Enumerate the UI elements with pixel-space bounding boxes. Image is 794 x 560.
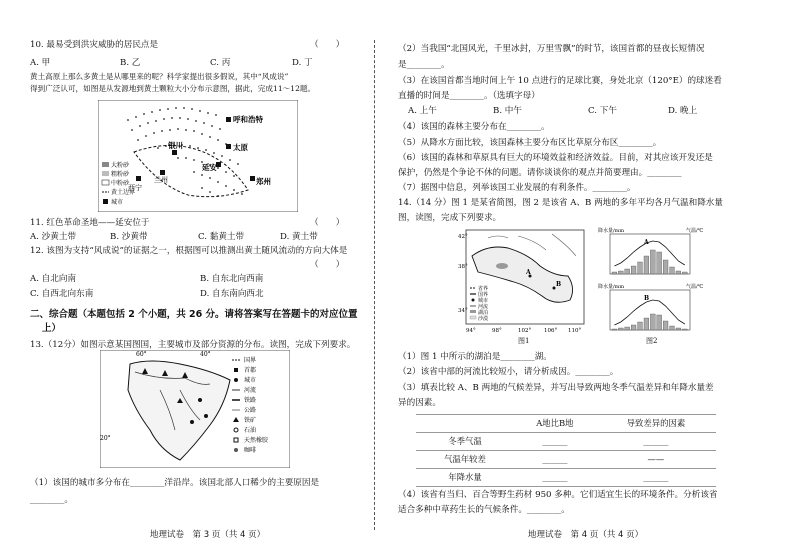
legend-capital: 首都 (244, 367, 257, 374)
q14-stem-cont: 图，读图，完成下列要求。 (398, 213, 502, 223)
city-label-zhengzhou: 郑州 (256, 177, 271, 186)
q11-stem: 11. 红色革命圣地——延安位于 (30, 218, 150, 228)
precip-bar (612, 272, 617, 274)
city-label-yinchuan: 银川 (168, 141, 183, 150)
q10-option-a: A. 甲 (30, 58, 51, 68)
q10-option-b: B. 乙 (120, 58, 141, 68)
q13-3-option-a: A. 上午 (408, 106, 437, 116)
precip-bar (618, 271, 623, 274)
legend-medium-silt: 中粉砂 (111, 180, 130, 187)
legend-city: 城市 (244, 377, 257, 384)
legend-coarse-silt-large: 大粉砂 (111, 162, 130, 169)
precip-bar (618, 328, 623, 330)
precip-bar (625, 327, 630, 330)
q13-sub7: （7）据图中信息，列举该国工业发展的有利条件。________。 (398, 183, 636, 193)
lat-label-40: 40° (200, 351, 211, 358)
q11-option-b: B. 沙黄带 (110, 232, 148, 242)
fig1-caption: 图1 (518, 337, 530, 345)
q13-sub3: （3）在该国首都当地时间上午 10 点进行的足球比赛，身处北京（120°E）的球迷看 (398, 76, 722, 86)
table-cell[interactable]: ______ (514, 469, 596, 487)
q11-option-d: D. 黄土带 (280, 232, 318, 242)
q10-option-c: C. 丙 (210, 58, 231, 68)
precip-bar (670, 326, 675, 330)
coord-42: 42° (458, 234, 468, 240)
svg-text:B: B (556, 281, 562, 288)
fig2-caption: 图2 (646, 337, 658, 345)
fig1-legend-lake: 湖泊 (478, 310, 489, 316)
legend-coffee: 咖啡 (244, 447, 257, 454)
q10-option-d: D. 丁 (292, 58, 313, 68)
q11-paren: （ ） (310, 218, 345, 228)
q13-sub5: （5）从降水方面比较，该国森林主要分布区比草原分布区________。 (398, 138, 662, 148)
page-divider (374, 40, 375, 530)
fig1-legend-river: 河流 (478, 304, 489, 310)
chart-b-precip-axis-label: 降水量/mm (598, 284, 625, 290)
precip-bar (638, 262, 643, 274)
legend-river: 河流 (244, 387, 257, 394)
precip-bar (657, 252, 662, 274)
chart-a-precip-axis-label: 降水量/mm (598, 228, 625, 234)
chart-a-temp-axis-label: 气温/℃ (686, 228, 704, 234)
coord-94: 94° (466, 328, 476, 334)
svg-text:A: A (526, 269, 531, 276)
precip-bar (638, 322, 643, 330)
table-header-cell: 导致差异的因素 (596, 415, 716, 433)
legend-coarse-silt: 粗粉砂 (111, 171, 130, 178)
coord-34: 34° (458, 308, 468, 314)
q12-stem: 12. 该图为支持“风成说”的证据之一，根据图可以推测出黄土随风流动的方向大体是 (30, 246, 348, 256)
precip-bar (682, 329, 687, 330)
table-header-row (416, 415, 716, 433)
section2-title-cont: 上） (42, 323, 62, 334)
right-footer: 地理试卷 第 4 页（共 4 页） (528, 530, 644, 540)
chart-b-temp-axis-label: 气温/℃ (686, 284, 704, 290)
passage-line-1: 黄土高原上那么多黄土是从哪里来的呢？科学家提出很多假说，其中“风成说” (30, 72, 289, 81)
precip-bar (631, 325, 636, 330)
legend-iron: 铁矿 (244, 417, 257, 424)
fig1-legend-city: 城市 (478, 298, 489, 304)
precip-bar (625, 269, 630, 274)
q12-option-c: C. 自西北向东南 (30, 289, 94, 299)
q12-option-d: D. 自东南向西北 (200, 289, 264, 299)
q14-sub3b: 异的因素。 (398, 398, 441, 408)
table-row (416, 469, 716, 487)
precip-bar (644, 256, 649, 274)
q10-paren: （ ） (310, 40, 345, 50)
coord-98: 98° (492, 328, 502, 334)
left-footer: 地理试卷 第 3 页（共 4 页） (150, 530, 266, 540)
coord-38: 38° (458, 264, 468, 270)
q14-sub2: （2）该省中部的河流比较短小，请分析成因。________。 (398, 367, 619, 377)
q13-stem: 13.（12分）如图示意某国图国，主要城市及部分资源的分布。读图，完成下列要求。 (30, 340, 356, 350)
table-cell: 冬季气温 (416, 433, 514, 451)
coord-110: 110° (568, 328, 582, 334)
city-label-hohhot: 呼和浩特 (233, 115, 263, 124)
precip-bar (631, 266, 636, 274)
q13-sub2: （2）当我国“北国风光，千里冰封，万里雪飘”的时节，该国首都的昼夜长短情况 (398, 44, 705, 54)
q13-3-option-b: B. 中午 (493, 106, 522, 116)
q13-sub3b: 直播的时间是________。（选填字母） (398, 91, 540, 101)
temperature-curve (614, 241, 684, 266)
fig1-legend-national-border: 国界 (478, 292, 489, 298)
q13-sub1: （1）该国的城市多分布在________洋沿岸。该国北部人口稀少的主要原因是 (30, 478, 320, 488)
left-page (30, 0, 358, 560)
city-label-lanzhou: 兰州 (154, 176, 168, 184)
table-header-cell: A地比B地 (514, 415, 596, 433)
precip-bar (650, 250, 655, 274)
passage-line-2: 得到广泛认可，如图是从发源地到黄土颗粒大小分布示意图，据此，完成11～12题。 (30, 84, 316, 93)
precip-bar (663, 321, 668, 330)
precip-bar (682, 272, 687, 274)
precip-bar (644, 318, 649, 330)
q10-stem: 10. 最易受到洪灾威胁的居民点是 (30, 40, 159, 50)
q14-sub3: （3）填表比较 A、B 两地的气候差异，并写出导致两地冬季气温差异和年降水量差 (398, 383, 714, 393)
q13-sub2b: 是________。 (398, 60, 450, 70)
chart-b-title: B (644, 295, 650, 302)
table-row (416, 451, 716, 469)
q12-option-b: B. 自东北向西南 (200, 274, 264, 284)
lat-label-60: 60° (136, 351, 147, 358)
loess-map (98, 100, 298, 212)
table-cell: 年降水量 (416, 469, 514, 487)
legend-highway: 公路 (244, 407, 257, 414)
q12-option-a: A. 自北向南 (30, 274, 77, 284)
precip-bar (663, 260, 668, 274)
comparison-table (416, 414, 716, 487)
table-header-cell (416, 415, 514, 433)
q14-sub4b: 适合多种中草药生长的气候条件。________。 (398, 505, 570, 515)
precip-bar (676, 328, 681, 330)
q13-3-option-d: D. 晚上 (668, 106, 698, 116)
precip-bar (612, 329, 617, 330)
coord-102: 102° (518, 328, 532, 334)
q13-sub6: （6）该国的森林和草原具有巨大的环境效益和经济效益。目前，对其应该开发还是 (398, 153, 713, 163)
q12-paren: （ ） (310, 260, 345, 270)
q13-sub1b: ________。 (30, 495, 73, 505)
table-row (416, 433, 716, 451)
q13-sub4: （4）该国的森林主要分布在________。 (398, 122, 550, 132)
section2-title: 二、综合题（本题包括 2 个小题，共 26 分。请将答案写在答题卡的对应位置 (30, 309, 358, 320)
city-label-taiyuan: 太原 (233, 143, 248, 152)
city-label-yanan: 延安 (202, 163, 217, 172)
precip-bar (670, 267, 675, 274)
lat-label-20: 20° (100, 435, 111, 442)
legend-border: 国界 (244, 357, 257, 364)
q14-sub1: （1）图 1 中所示的湖泊是________湖。 (398, 352, 552, 362)
q14-sub4: （4）该省有当归、百合等野生药材 950 多种。它们适宜生长的环境条件。分析该省 (398, 490, 718, 500)
right-page (398, 0, 743, 560)
legend-oil: 石油 (244, 427, 257, 434)
fig1-legend-province-border: 省界 (478, 286, 489, 292)
table-cell[interactable]: ______ (514, 433, 596, 451)
coord-106: 106° (544, 328, 558, 334)
precip-bar (650, 314, 655, 330)
city-label-xining: 西宁 (128, 184, 142, 192)
table-cell: —— (596, 451, 716, 469)
precip-bar (657, 315, 662, 330)
climate-charts (596, 226, 716, 336)
fig1-legend-desert: 沙漠 (478, 316, 489, 322)
table-cell[interactable]: ______ (596, 433, 716, 451)
q11-option-c: C. 黏黄土带 (198, 232, 245, 242)
table-cell: 气温年较差 (416, 451, 514, 469)
table-cell[interactable]: ______ (514, 451, 596, 469)
chart-a-title: A (644, 239, 649, 246)
table-cell[interactable]: ______ (596, 469, 716, 487)
legend-city: 城市 (111, 199, 124, 206)
country-map (100, 350, 290, 468)
legend-railway: 铁路 (244, 397, 257, 404)
q11-option-a: A. 沙黄土带 (30, 232, 77, 242)
q14-stem: 14.（14 分）图 1 是某省简图，图 2 是该省 A、B 两地的多年平均各月气温和降水量 (398, 198, 723, 208)
legend-rubber: 天然橡胶 (244, 437, 269, 444)
temperature-curve (614, 300, 684, 325)
q13-sub6b: 保护，仍然是个争论不休的问题。请你谈谈你的观点并简要理由。________ (398, 168, 682, 178)
precip-bar (676, 271, 681, 274)
province-map (458, 226, 588, 334)
legend-loess-boundary: 黄土边界 (111, 189, 136, 196)
q13-3-option-c: C. 下午 (588, 106, 617, 116)
